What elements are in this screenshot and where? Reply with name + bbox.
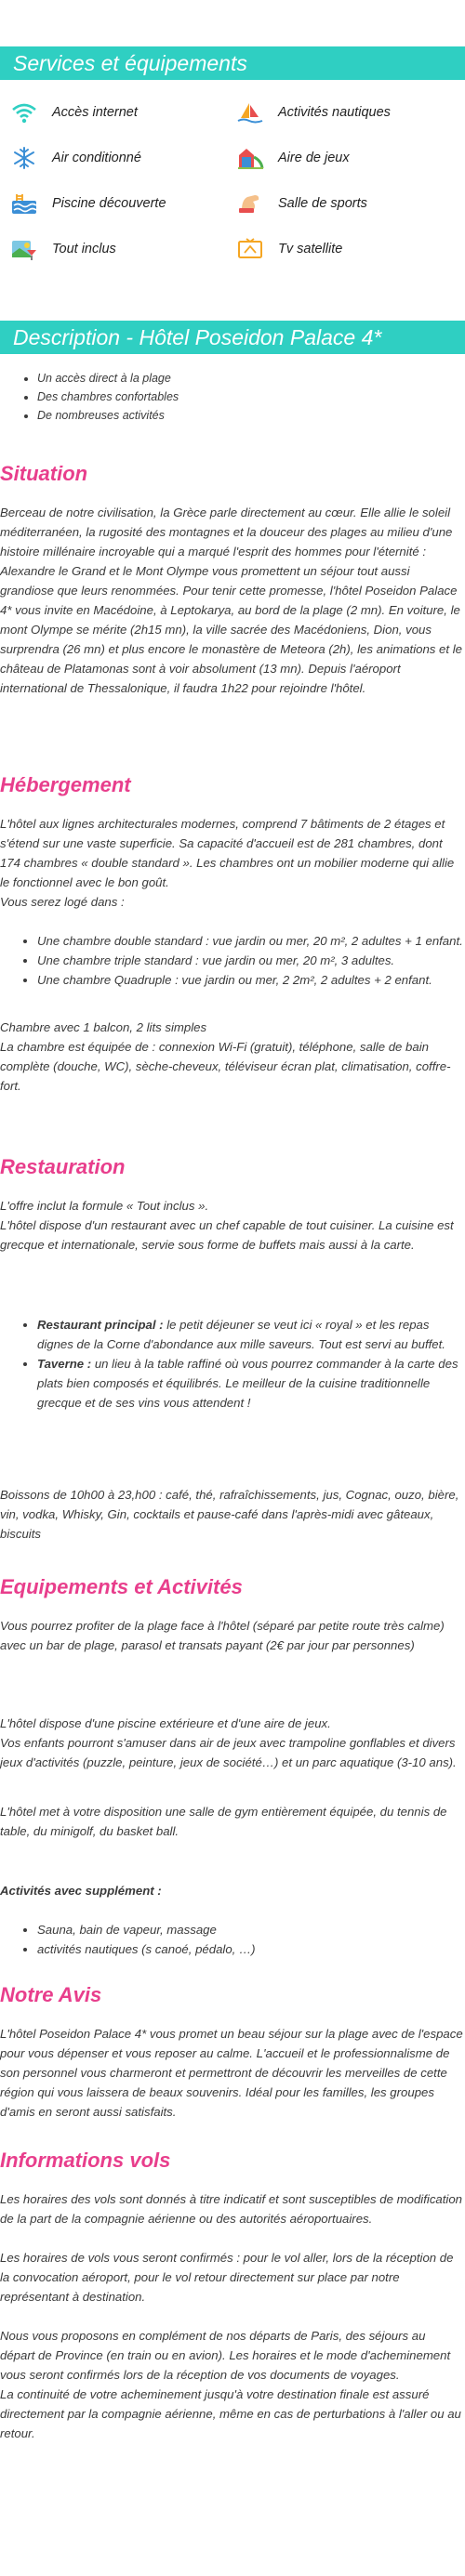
- service-tv: [235, 235, 342, 263]
- equipements-p1: Vous pourrez profiter de la plage face à l'hôtel (séparé par petite route très calme) avec un bar de plage, parasol et transats payant (2€ par jour par personnes): [0, 1619, 445, 1652]
- service-label: Air conditionné: [52, 151, 141, 165]
- restaurants-list: [0, 1315, 463, 1413]
- service-label: Activités nautiques: [278, 105, 391, 120]
- service-jeux: [235, 144, 350, 172]
- restauration-line1: L'offre inclut la formule « Tout inclus ».: [0, 1199, 209, 1213]
- services-banner: [0, 46, 465, 80]
- vols-p2: Les horaires de vols vous seront confirmés : pour le vol aller, lors de la réception de la convocation aéroport, pour le vol retour directement sur place par notre représentant à destination.: [0, 2251, 454, 2304]
- list-item: • activités nautiques (s canoé, pédalo, …): [37, 1939, 463, 1959]
- restaurant-name: Taverne :: [37, 1357, 92, 1371]
- equipements-p2a: L'hôtel dispose d'une piscine extérieure et d'une aire de jeux.: [0, 1716, 331, 1730]
- description-banner: [0, 321, 465, 354]
- equipements-heading: Equipements et Activités: [0, 1575, 243, 1598]
- service-label: Accès internet: [52, 105, 138, 120]
- list-item: • De nombreuses activités: [37, 406, 463, 425]
- list-item: • Un accès direct à la plage: [37, 369, 463, 388]
- hebergement-lead: Vous serez logé dans :: [0, 895, 125, 909]
- situation-text: Berceau de notre civilisation, la Grèce parle directement au cœur. Elle allie le soleil méditerranéen, la rugosité des montagnes et la douceur des plages au milieu d'une histoire millénaire incroyable qui a marqué l'esprit des hommes pour l'éternité : Alexandre le Grand et le Mont Olympe vous promettent un séjour tout aussi grandiose que leurs renommées. Pour tenir cette promesse, l'hôtel Poseidon Palace 4* vous invite en Macédoine, à Leptokarya, au bord de la plage (2 mn). En voiture, le mont Olympe se mérite (2h15 mn), la ville sacrée des Macédoniens, Dion, vous surprendra (26 mn) et plus encore le monastère de Meteora (2h), les animations et le château de Platamonas sont à voir absolument (13 mn). Depuis l'aéroport international de Thessalonique, il faudra 1h22 pour rejoindre l'hôtel.: [0, 506, 462, 695]
- hebergement-extra: Chambre avec 1 balcon, 2 lits simples: [0, 1020, 207, 1034]
- service-sport: [235, 190, 367, 217]
- restaurant-name: Restaurant principal :: [37, 1318, 164, 1332]
- service-label: Piscine découverte: [52, 196, 166, 211]
- cocktail-icon: [9, 235, 39, 263]
- restauration-heading: Restauration: [0, 1155, 126, 1178]
- service-piscine: [9, 190, 166, 217]
- pool-icon: [9, 190, 39, 217]
- services-title: Services et équipements: [13, 51, 247, 75]
- highlights-list: [0, 369, 463, 425]
- service-nautique: [235, 99, 391, 126]
- restauration-line2: L'hôtel dispose d'un restaurant avec un chef capable de tout cuisiner. La cuisine est grecque et internationale, servie sous forme de buffets mais aussi à la carte.: [0, 1218, 454, 1252]
- supplement-title: Activités avec supplément :: [0, 1884, 162, 1898]
- list-item: [37, 1315, 463, 1354]
- list-item: • Des chambres confortables: [37, 388, 463, 406]
- list-item: • Sauna, bain de vapeur, massage: [37, 1920, 463, 1939]
- hebergement-heading: Hébergement: [0, 773, 131, 796]
- list-item: [37, 1354, 463, 1413]
- rooms-list: [0, 931, 463, 990]
- list-item: • Une chambre double standard : vue jardin ou mer, 20 m², 2 adultes + 1 enfant.: [37, 931, 463, 951]
- wifi-icon: [9, 99, 39, 126]
- list-item: • Une chambre Quadruple : vue jardin ou mer, 2 2m², 2 adultes + 2 enfant.: [37, 970, 463, 990]
- restaurant-text: un lieu à la table raffiné où vous pourrez commander à la carte des plats bien composés et équilibrés. Le meilleur de la cuisine traditionnelle grecque et de ses vins vous attendent !: [37, 1357, 458, 1410]
- dumbbell-icon: [235, 190, 265, 217]
- service-internet: [9, 99, 138, 126]
- equipements-p3: L'hôtel met à votre disposition une salle de gym entièrement équipée, du tennis de table, du minigolf, du basket ball.: [0, 1805, 447, 1838]
- list-item: • Une chambre triple standard : vue jardin ou mer, 20 m², 3 adultes.: [37, 951, 463, 970]
- service-toutinclus: [9, 235, 116, 263]
- windsurf-icon: [235, 99, 265, 126]
- service-label: Salle de sports: [278, 196, 367, 211]
- restaurant-text: le petit déjeuner se veut ici « royal » et les repas dignes de la Corne d'abondance aux mille saveurs. Tout est servi au buffet.: [37, 1318, 445, 1351]
- vols-p1: Les horaires des vols sont donnés à titre indicatif et sont susceptibles de modification de la part de la compagnie aérienne ou des autorités aéroportuaires.: [0, 2192, 463, 2226]
- description-title: Description - Hôtel Poseidon Palace 4*: [13, 325, 382, 349]
- restauration-drinks: Boissons de 10h00 à 23,h00 : café, thé, rafraîchissements, jus, Cognac, ouzo, bière, vin, vodka, Whisky, Gin, cocktails et pause-café dans l'après-midi avec gâteaux, biscuits: [0, 1488, 459, 1541]
- supplement-list: [0, 1920, 463, 1959]
- hebergement-intro: L'hôtel aux lignes architecturales modernes, comprend 7 bâtiments de 2 étages et s'étend sur une vaste superficie. Sa capacité d'accueil est de 281 chambres, dont 174 chambres « double standard ». Les chambres ont un mobilier moderne qui allie le fonctionnel avec le bon goût.: [0, 817, 455, 889]
- service-label: Tout inclus: [52, 242, 116, 256]
- avis-text: L'hôtel Poseidon Palace 4* vous promet un beau séjour sur la plage avec de l'espace pour vous dépenser et vous reposer au calme. L'accueil et le professionnalisme de son personnel vous charmeront et permettront de découvrir les merveilles de cette région qui vous laissera de beaux souvenirs. Idéal pour les familles, les groupes d'amis en seront aussi satisfaits.: [0, 2027, 463, 2119]
- avis-heading: Notre Avis: [0, 1983, 102, 2006]
- service-label: Tv satellite: [278, 242, 343, 256]
- tv-icon: [235, 235, 265, 263]
- vols-heading: Informations vols: [0, 2149, 171, 2172]
- hebergement-equip: La chambre est équipée de : connexion Wi-Fi (gratuit), téléphone, salle de bain complète (douche, WC), sèche-cheveux, téléviseur écran plat, climatisation, coffre-fort.: [0, 1040, 451, 1093]
- service-clim: [9, 144, 141, 172]
- situation-heading: Situation: [0, 462, 88, 485]
- vols-p4: La continuité de votre acheminement jusqu'à votre destination finale est assuré directement par la compagnie aérienne, même en cas de perturbations à l'aller ou au retour.: [0, 2387, 461, 2440]
- service-label: Aire de jeux: [278, 151, 350, 165]
- vols-p3: Nous vous proposons en complément de nos départs de Paris, des séjours au départ de Province (en train ou en avion). Les horaires et le mode d'acheminement vous seront confirmés lors de la réception de vos documents de voyages.: [0, 2329, 451, 2382]
- playground-icon: [235, 144, 265, 172]
- equipements-p2b: Vos enfants pourront s'amuser dans air de jeux avec trampoline gonflables et divers jeux d'activités (puzzle, peinture, jeux de société…) et un parc aquatique (3-10 ans).: [0, 1736, 457, 1769]
- snowflake-icon: [9, 144, 39, 172]
